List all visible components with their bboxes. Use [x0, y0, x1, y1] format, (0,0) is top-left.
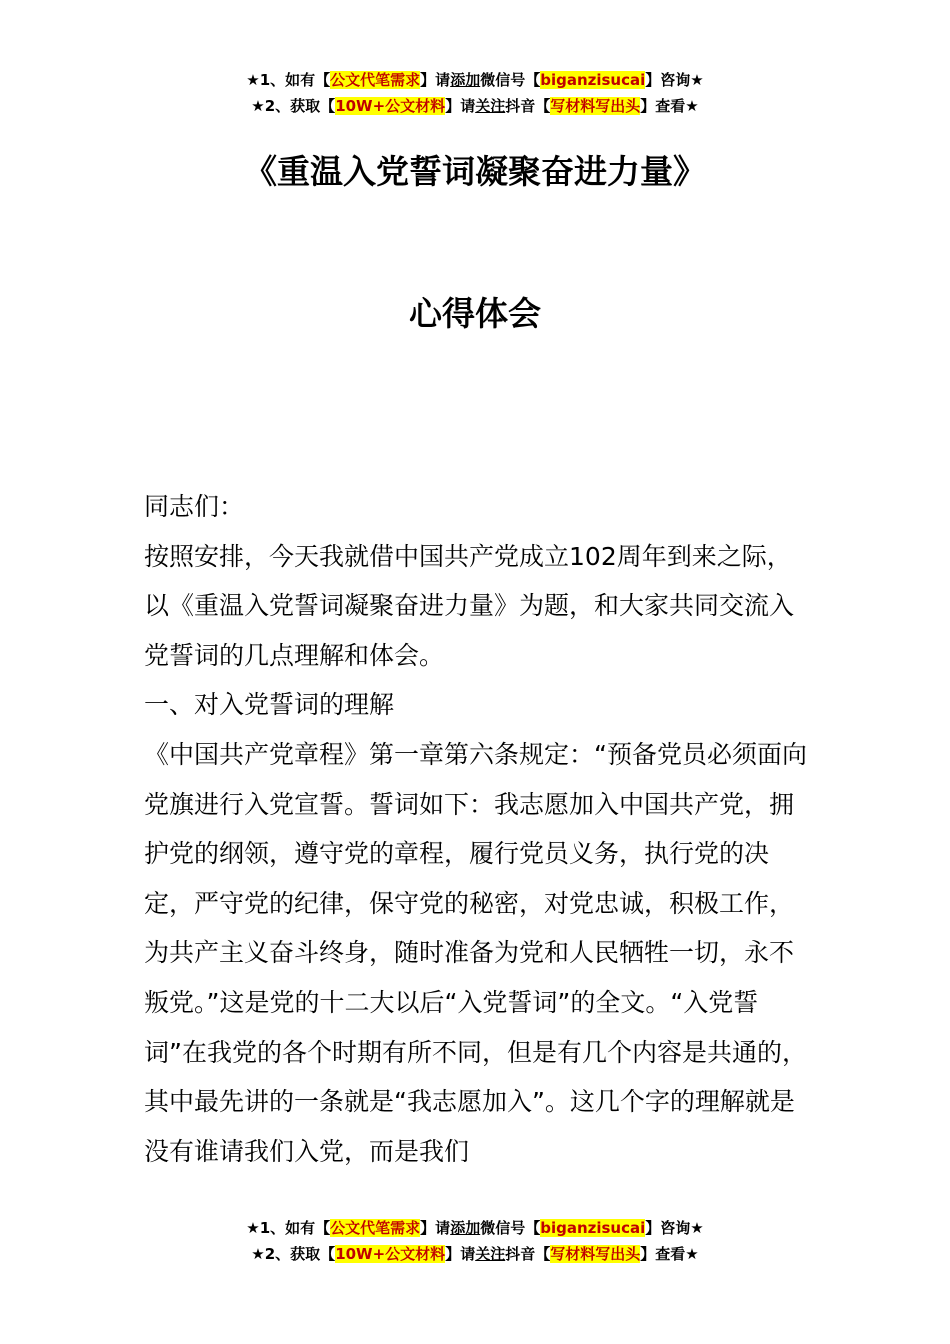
document-subtitle: 心得体会	[409, 294, 541, 333]
highlight-service: 公文代笔需求	[330, 1219, 421, 1237]
highlight-materials: 10W+公文材料	[335, 1245, 446, 1263]
section-heading: 一、对入党誓词的理解	[144, 690, 395, 720]
highlight-service: 公文代笔需求	[330, 71, 421, 89]
highlight-douyin-account: 写材料写出头	[550, 1245, 641, 1263]
salutation: 同志们：	[144, 492, 245, 521]
header-banner	[0, 67, 950, 119]
body-paragraph: 按照安排，今天我就借中国共产党成立102周年到来之际，以《重温入党誓词凝聚奋进力量》为题，和大家共同交流入党誓词的几点理解和体会。	[144, 541, 795, 670]
banner-line-2: ★2、获取【10W+公文材料】请关注抖音【写材料写出头】查看★	[251, 97, 699, 115]
body-paragraph: 《中国共产党章程》第一章第六条规定：“预备党员必须面向党旗进行入党宣誓。誓词如下：我志愿加入中国共产党，拥护党的纲领，遵守党的章程，履行党员义务，执行党的决定，严守党的纪律，保守党的秘密，对党忠诚，积极工作，为共产主义奋斗终身，随时准备为党和人民牺牲一切，永不叛党。”这是党的十二大以后“入党誓词”的全文。“入党誓词”在我党的各个时期有所不同，但是有几个内容是共通的，其中最先讲的一条就是“我志愿加入”。这几个字的理解就是没有谁请我们入党，而是我们	[144, 739, 807, 1166]
banner-line-1: ★1、如有【公文代笔需求】请添加微信号【biganzisucai】咨询★	[246, 71, 704, 89]
document-title: 《重温入党誓词凝聚奋进力量》	[244, 152, 706, 191]
document-body	[144, 482, 810, 1176]
footer-banner	[0, 1215, 950, 1267]
highlight-wechat-id: biganzisucai	[540, 1219, 646, 1237]
highlight-douyin-account: 写材料写出头	[550, 97, 641, 115]
banner-line-2: ★2、获取【10W+公文材料】请关注抖音【写材料写出头】查看★	[251, 1245, 699, 1263]
highlight-wechat-id: biganzisucai	[540, 71, 646, 89]
banner-line-1: ★1、如有【公文代笔需求】请添加微信号【biganzisucai】咨询★	[246, 1219, 704, 1237]
highlight-materials: 10W+公文材料	[335, 97, 446, 115]
